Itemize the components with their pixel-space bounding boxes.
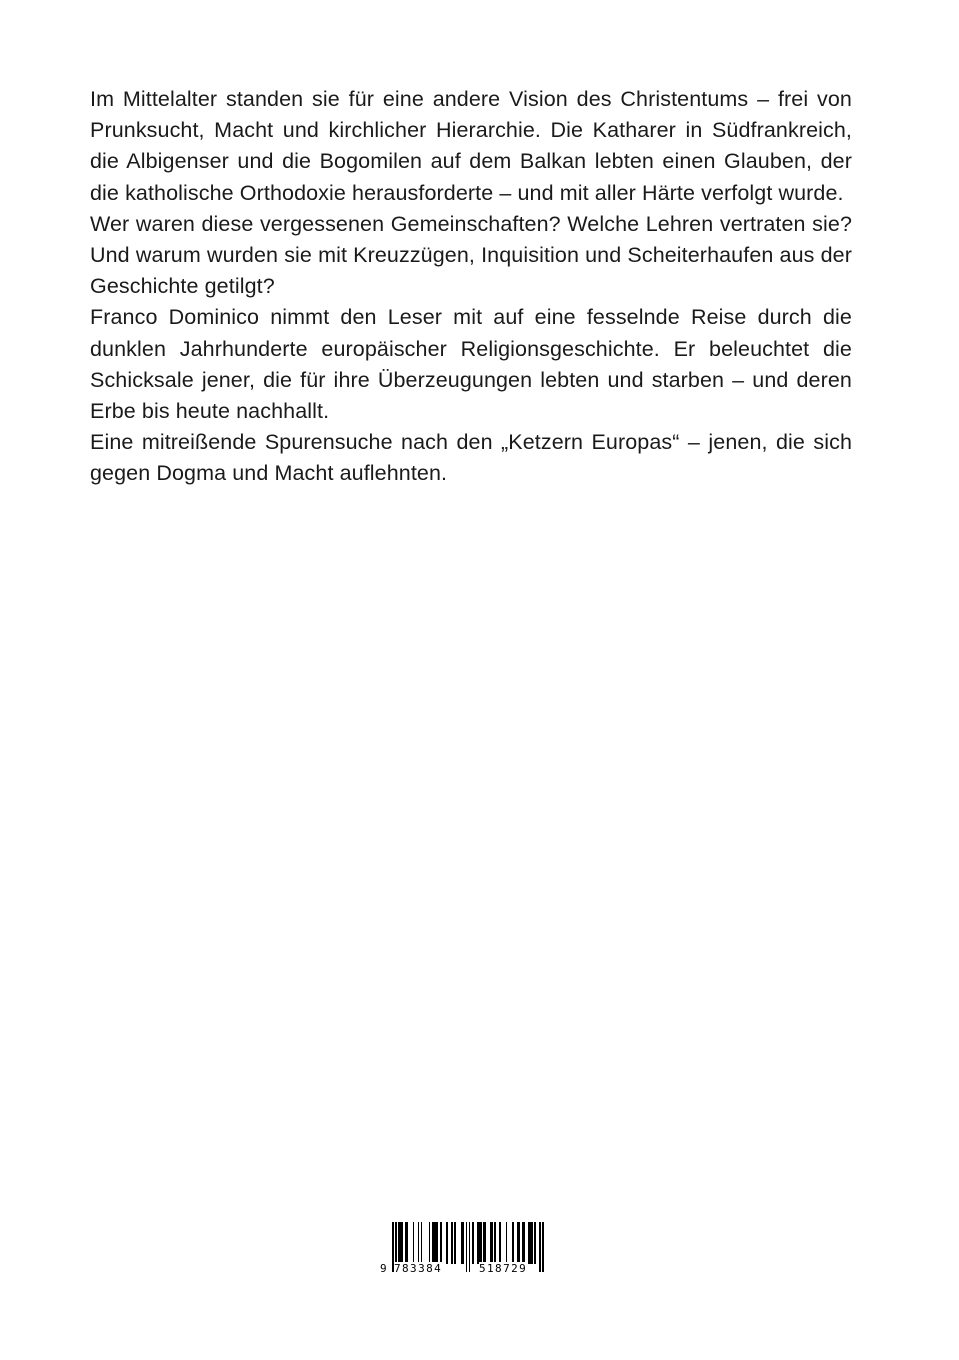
barcode-bar bbox=[472, 1222, 474, 1264]
barcode-bar bbox=[398, 1222, 403, 1264]
barcode-bar bbox=[528, 1222, 533, 1264]
barcode-bar bbox=[522, 1222, 525, 1264]
barcode-right-digits: 518729 bbox=[479, 1262, 528, 1275]
barcode-bar bbox=[466, 1222, 468, 1272]
barcode-bar bbox=[413, 1222, 415, 1264]
blurb-text bbox=[90, 84, 852, 490]
barcode-bar bbox=[494, 1222, 496, 1264]
barcode-bar bbox=[534, 1222, 536, 1264]
barcode-bar bbox=[506, 1222, 508, 1264]
blurb-paragraph-1: Im Mittelalter standen sie für eine andere Vision des Christentums – frei von Prunksucht, Macht und kirchlicher Hierarchie. Die Katharer in Südfrankreich, die Albigenser und die Bogomilen auf dem Balkan lebten einen Glauben, der die katholische Orthodoxie herausforderte – und mit aller Härte verfolgt wurde. bbox=[90, 87, 852, 205]
barcode-bar bbox=[421, 1222, 423, 1264]
barcode-bar bbox=[490, 1222, 493, 1264]
barcode-bar bbox=[499, 1222, 501, 1264]
barcode-bars bbox=[378, 1222, 556, 1264]
barcode-bar bbox=[542, 1222, 544, 1272]
barcode-bar bbox=[483, 1222, 486, 1264]
barcode-bar bbox=[418, 1222, 420, 1264]
barcode-bar bbox=[517, 1222, 520, 1264]
barcode-left-digits: 783384 bbox=[394, 1262, 443, 1275]
barcode-first-digit: 9 bbox=[380, 1262, 389, 1275]
barcode-bar bbox=[539, 1222, 541, 1272]
barcode-bar bbox=[512, 1222, 514, 1264]
barcode-bar bbox=[405, 1222, 408, 1264]
barcode-bar bbox=[451, 1222, 453, 1264]
blurb-paragraph-3: Franco Dominico nimmt den Leser mit auf eine fesselnde Reise durch die dunklen Jahrhunderte europäischer Religionsgeschichte. Er beleuchtet die Schicksale jener, die für ihre Überzeugungen lebten und starben – und deren Erbe bis heute nachhallt. bbox=[90, 305, 852, 424]
blurb-paragraph-2: Wer waren diese vergessenen Gemeinschaften? Welche Lehren vertraten sie? Und warum wurden sie mit Kreuzzügen, Inquisition und Scheiterhaufen aus der Geschichte getilgt? bbox=[90, 211, 852, 299]
barcode-bar bbox=[432, 1222, 438, 1264]
barcode-bar bbox=[429, 1222, 431, 1264]
barcode-bar bbox=[446, 1222, 448, 1264]
barcode-bar bbox=[440, 1222, 442, 1264]
barcode-bar bbox=[469, 1222, 471, 1272]
blurb-paragraph-4: Eine mitreißende Spurensuche nach den „Ketzern Europas“ – jenen, die sich gegen Dogma und Macht auflehnten. bbox=[90, 430, 852, 486]
barcode-bar bbox=[454, 1222, 456, 1264]
isbn-barcode bbox=[378, 1222, 556, 1278]
barcode-bar bbox=[477, 1222, 482, 1264]
barcode-bar bbox=[461, 1222, 464, 1264]
